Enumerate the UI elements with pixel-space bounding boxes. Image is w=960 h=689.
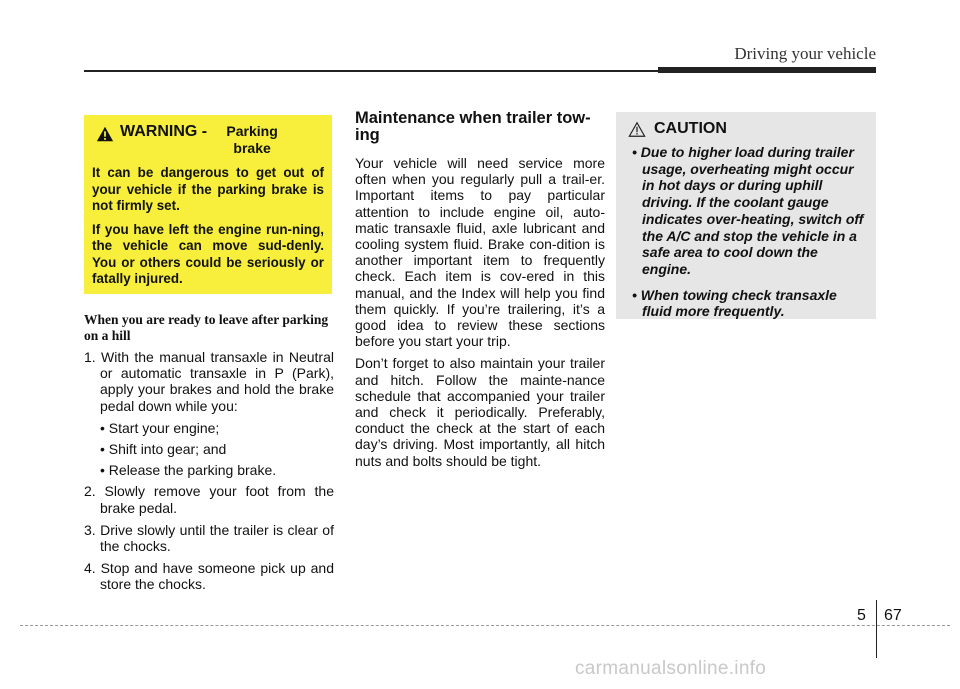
- bullet-item: • Release the parking brake.: [100, 462, 277, 479]
- left-column: [84, 312, 334, 599]
- hill-parking-subheading: When you are ready to leave after parking on a hill: [84, 312, 329, 343]
- middle-column: [355, 110, 605, 475]
- body-paragraph: Don’t forget to also maintain your trailer and hitch. Follow the mainte-nance schedule that accompanied your trailer and check it periodically. Preferably, conduct the check at the start of each day’s driving. Most importantly, all hitch nuts and bolts should be tight.: [355, 355, 605, 469]
- page-header-title: Driving your vehicle: [734, 44, 876, 63]
- warning-box: [84, 115, 332, 294]
- watermark: carmanualsonline.info: [575, 658, 767, 679]
- page-number: 67: [884, 607, 902, 624]
- warning-header: [92, 123, 324, 157]
- step-item: 2. Slowly remove your foot from the brake pedal.: [84, 483, 334, 516]
- bullet-item: • Shift into gear; and: [100, 441, 227, 458]
- header-rule-accent: [658, 67, 876, 73]
- maintenance-heading: Maintenance when trailer tow-ing: [355, 109, 591, 144]
- header-rule: [84, 70, 658, 72]
- caution-item: • When towing check transaxle fluid more frequently.: [632, 286, 837, 320]
- caution-label: CAUTION: [654, 120, 727, 137]
- footer-rule: [20, 625, 950, 626]
- body-paragraph: Your vehicle will need service more often when you regularly pull a trail-er. Important items to pay particular attention to include engine oil, auto-matic transaxle fluid, axle lubricant and cooling system fluid. Brake con-dition is another important item to frequently check. Each item is cov-ered in this manual, and the Index will help you find them quickly. If you’re trailering, it’s a good idea to review these sections before you start your trip.: [355, 155, 605, 350]
- caution-header: [628, 120, 866, 138]
- caution-item: • Due to higher load during trailer usage, overheating might occur in hot days or during uphill driving. If the coolant gauge indicates over-heating, switch off the A/C and stop the vehicle in a safe area to cool down the engine.: [632, 144, 864, 277]
- chapter-number: 5: [857, 607, 866, 624]
- caution-triangle-icon: [628, 121, 646, 138]
- warning-paragraph: It can be dangerous to get out of your vehicle if the parking brake is not firmly set.: [92, 165, 324, 213]
- warning-paragraph: If you have left the engine run-ning, the vehicle can move sud-denly. You or others could be seriously or fatally injured.: [92, 221, 324, 286]
- page-number-divider: [876, 600, 877, 658]
- step-item: 3. Drive slowly until the trailer is clear of the chocks.: [84, 521, 334, 555]
- step-item: 1. With the manual transaxle in Neutral or automatic transaxle in P (Park), apply your brakes and hold the brake pedal down while you:: [84, 349, 334, 414]
- warning-triangle-icon: [96, 125, 114, 143]
- caution-box: [616, 112, 876, 319]
- warning-subject: Parking brake: [226, 123, 278, 156]
- bullet-item: • Start your engine;: [100, 419, 220, 436]
- warning-label: WARNING -: [120, 123, 208, 140]
- step-item: 4. Stop and have someone pick up and store the chocks.: [84, 560, 334, 593]
